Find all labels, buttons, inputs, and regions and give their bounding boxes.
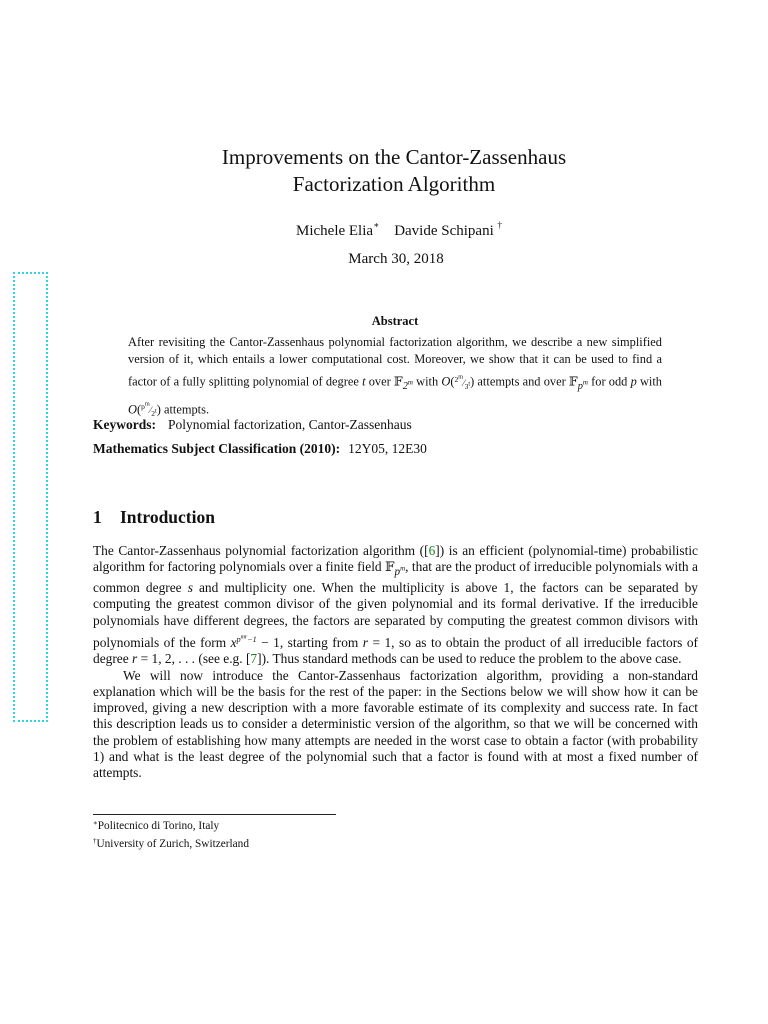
paragraph: The Cantor-Zassenhaus polynomial factorization algorithm ([6]) is an efficient (polynomial-time) probabilistic algorithm for factoring polynomials over a finite field 𝔽$_{p^m}$, that are the product of irreducible polynomials with a common degree s and multiplicity one. When the multiplicity is above 1, the factors can be separated by computing the greatest common divisor of the given polynomial and its formal derivative. If the irreducible polynomials have different degrees, the factors are separated by computing the greatest common divisors with polynomials of the form $x^{p^{mr}-1} - 1$, starting from r = 1, so as to obtain the product of all irreducible factors of degree r = 1, 2, . . . (see e.g. [7]). Thus standard methods can be used to reduce the problem to the above case. (93, 543, 698, 667)
author-list (0, 220, 768, 240)
title-line-1: Improvements on the Cantor-Zassenhaus (221, 145, 567, 169)
footnote (93, 816, 249, 834)
footnote-marker[interactable]: † (497, 220, 502, 230)
keywords-value: Polynomial factorization, Cantor-Zassenhaus (168, 417, 412, 432)
footnote (93, 834, 249, 852)
section-number: 1 (93, 507, 102, 527)
footnote-marker[interactable]: ∗ (373, 220, 380, 230)
footnotes (93, 816, 249, 851)
msc-label: Mathematics Subject Classification (2010): (93, 441, 341, 456)
title-line-2: Factorization Algorithm (292, 172, 496, 196)
footnote-mark: † (93, 836, 97, 845)
paper-date: March 30, 2018 (348, 251, 444, 267)
footnote-mark: ∗ (93, 819, 98, 827)
section-title: Introduction (120, 507, 215, 527)
footnote-text: University of Zurich, Switzerland (96, 837, 249, 850)
author-name: Michele Elia (296, 223, 374, 239)
section-heading (93, 507, 215, 528)
msc-value: 12Y05, 12E30 (348, 441, 427, 456)
citation-link[interactable]: 6 (428, 543, 436, 558)
keywords-label: Keywords: (93, 417, 156, 432)
paper-title (0, 144, 768, 198)
msc-line (93, 441, 427, 457)
footnote-text: Politecnico di Torino, Italy (97, 820, 220, 832)
keywords-line (93, 417, 412, 433)
introduction-body (93, 543, 698, 781)
author-name: Davide Schipani (394, 223, 494, 239)
abstract-text: After revisiting the Cantor-Zassenhaus polynomial factorization algorithm, we describe a new simplified version of it, which entails a lower computational cost. Moreover, we show that it can be used to find a factor of a fully splitting polynomial of degree t over 𝔽$_{2^m}$ with $O(^{2^m}⁄_{3^t})$ attempts and over 𝔽$_{p^m}$ for odd p with $O(^{p^m}⁄_{2^t})$ attempts. (128, 335, 662, 418)
citation-link[interactable]: 7 (250, 651, 258, 667)
margin-link-box[interactable] (13, 272, 48, 722)
paragraph: We will now introduce the Cantor-Zassenhaus factorization algorithm, providing a non-standard explanation which will be the basis for the rest of the paper: in the Sections below we will show how it can be improved, giving a new description with a more favorable estimate of its complexity and success rate. In fact this description leads us to consider a deterministic version of the algorithm, so that we will be concerned with the problem of establishing how many attempts are needed in the worst case to obtain a factor (with probability 1) and what is the least degree of the polynomial such that a factor is found with at most a fixed number of attempts. (93, 667, 698, 781)
abstract-heading: Abstract (371, 314, 419, 328)
footnote-divider (93, 814, 336, 815)
